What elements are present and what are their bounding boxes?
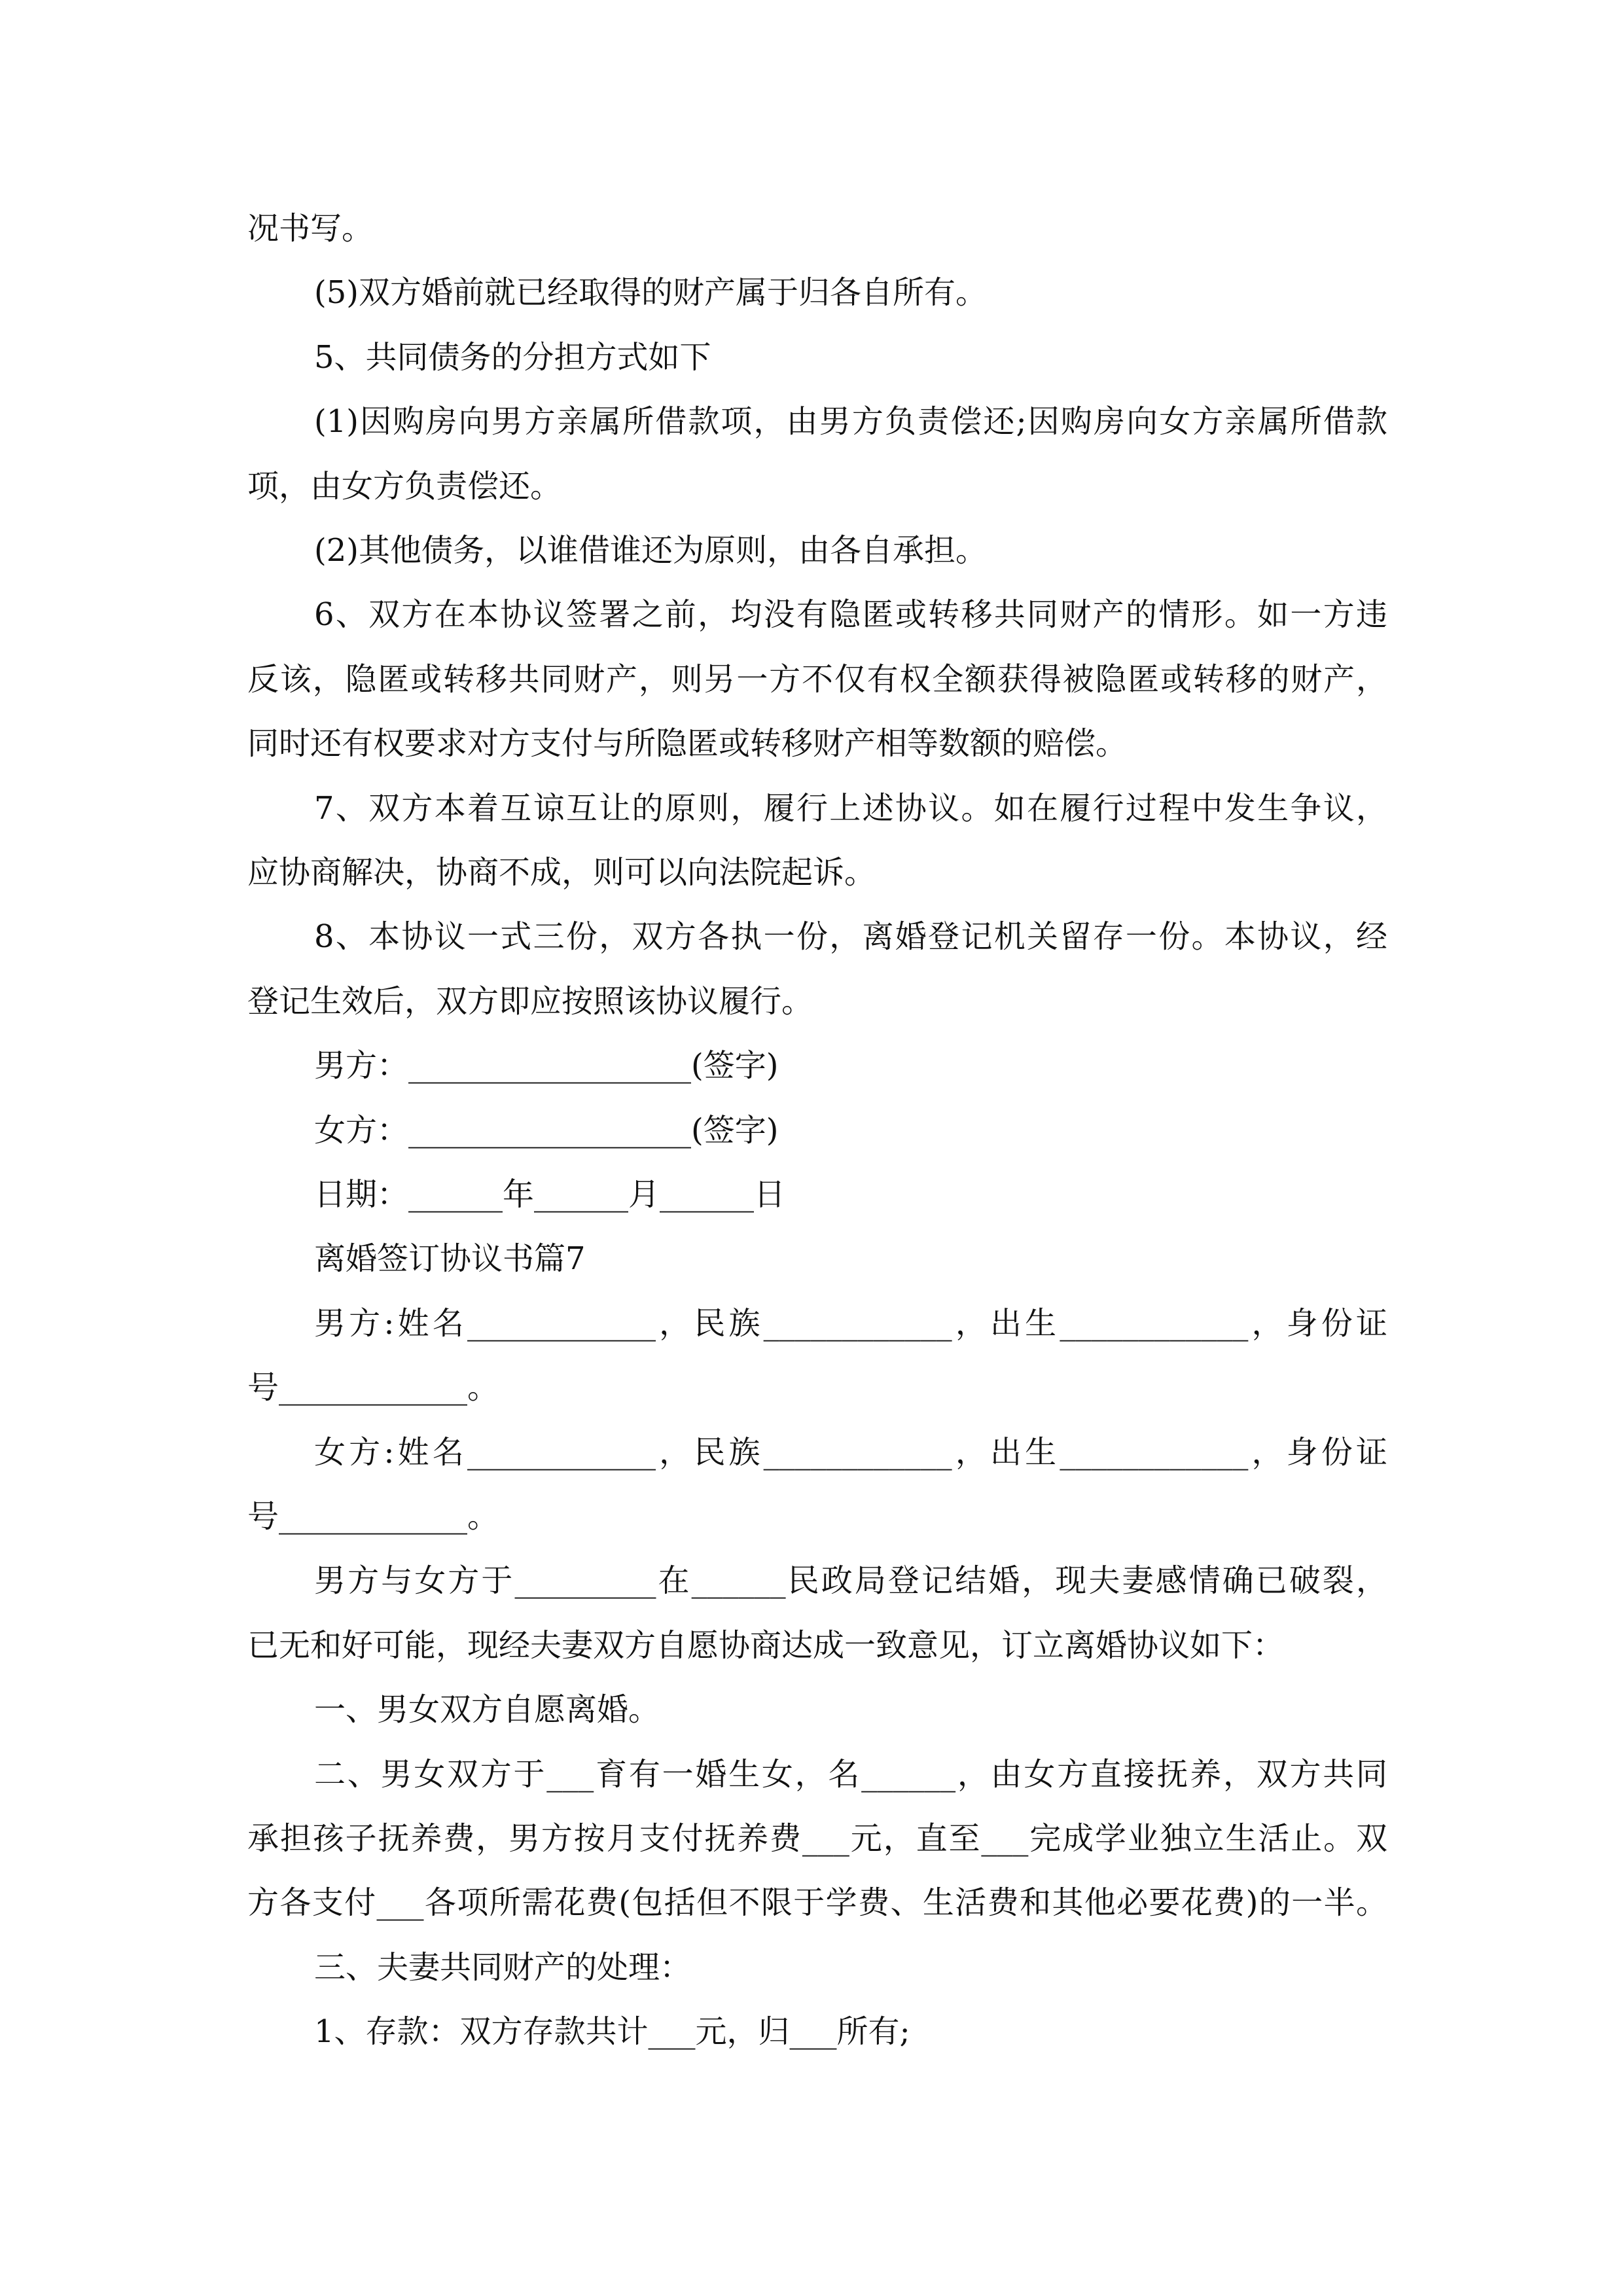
signature-male: 男方：__________________(签字) xyxy=(314,1047,779,1084)
text-line: (1)因购房向男方亲属所借款项，由男方负责偿还;因购房向女方亲属所借款 xyxy=(314,403,1387,440)
text-line: 1、存款：双方存款共计___元，归___所有; xyxy=(314,2013,910,2050)
text-line: 6、双方在本协议签署之前，均没有隐匿或转移共同财产的情形。如一方违 xyxy=(314,596,1387,633)
text-line: 项，由女方负责偿还。 xyxy=(247,468,562,505)
text-line: 7、双方本着互谅互让的原则，履行上述协议。如在履行过程中发生争议， xyxy=(314,790,1387,827)
text-line: 应协商解决，协商不成，则可以向法院起诉。 xyxy=(247,854,876,891)
text-line: 登记生效后，双方即应按照该协议履行。 xyxy=(247,983,813,1020)
text-line: 8、本协议一式三份，双方各执一份，离婚登记机关留存一份。本协议，经 xyxy=(314,918,1387,955)
text-line: 方各支付___各项所需花费(包括但不限于学费、生活费和其他必要花费)的一半。 xyxy=(247,1884,1387,1921)
text-line: 号____________。 xyxy=(247,1369,499,1406)
section-title: 离婚签订协议书篇7 xyxy=(314,1240,586,1277)
text-line: (5)双方婚前就已经取得的财产属于归各自所有。 xyxy=(314,274,987,311)
text-line: 承担孩子抚养费，男方按月支付抚养费___元，直至___完成学业独立生活止。双 xyxy=(247,1820,1387,1857)
text-line: 三、夫妻共同财产的处理： xyxy=(314,1949,692,1986)
signature-date: 日期：______年______月______日 xyxy=(314,1176,786,1213)
text-line: 男方与女方于_________在______民政局登记结婚，现夫妻感情确已破裂， xyxy=(314,1562,1387,1599)
text-line: (2)其他债务，以谁借谁还为原则，由各自承担。 xyxy=(314,532,987,569)
text-line: 反该，隐匿或转移共同财产，则另一方不仅有权全额获得被隐匿或转移的财产， xyxy=(247,661,1387,698)
text-line: 已无和好可能，现经夫妻双方自愿协商达成一致意见，订立离婚协议如下： xyxy=(247,1627,1285,1664)
text-line: 号____________。 xyxy=(247,1498,499,1535)
signature-female: 女方：__________________(签字) xyxy=(314,1112,779,1149)
text-line: 5、共同债务的分担方式如下 xyxy=(314,339,711,376)
text-line: 同时还有权要求对方支付与所隐匿或转移财产相等数额的赔偿。 xyxy=(247,725,1128,762)
text-line: 况书写。 xyxy=(247,210,374,247)
text-line: 二、男女双方于___育有一婚生女，名______，由女方直接抚养，双方共同 xyxy=(314,1756,1387,1793)
text-line: 一、男女双方自愿离婚。 xyxy=(314,1691,660,1728)
text-line: 女方:姓名____________，民族____________，出生____________，身份证 xyxy=(314,1434,1387,1471)
text-line: 男方:姓名____________，民族____________，出生____________，身份证 xyxy=(314,1305,1387,1342)
